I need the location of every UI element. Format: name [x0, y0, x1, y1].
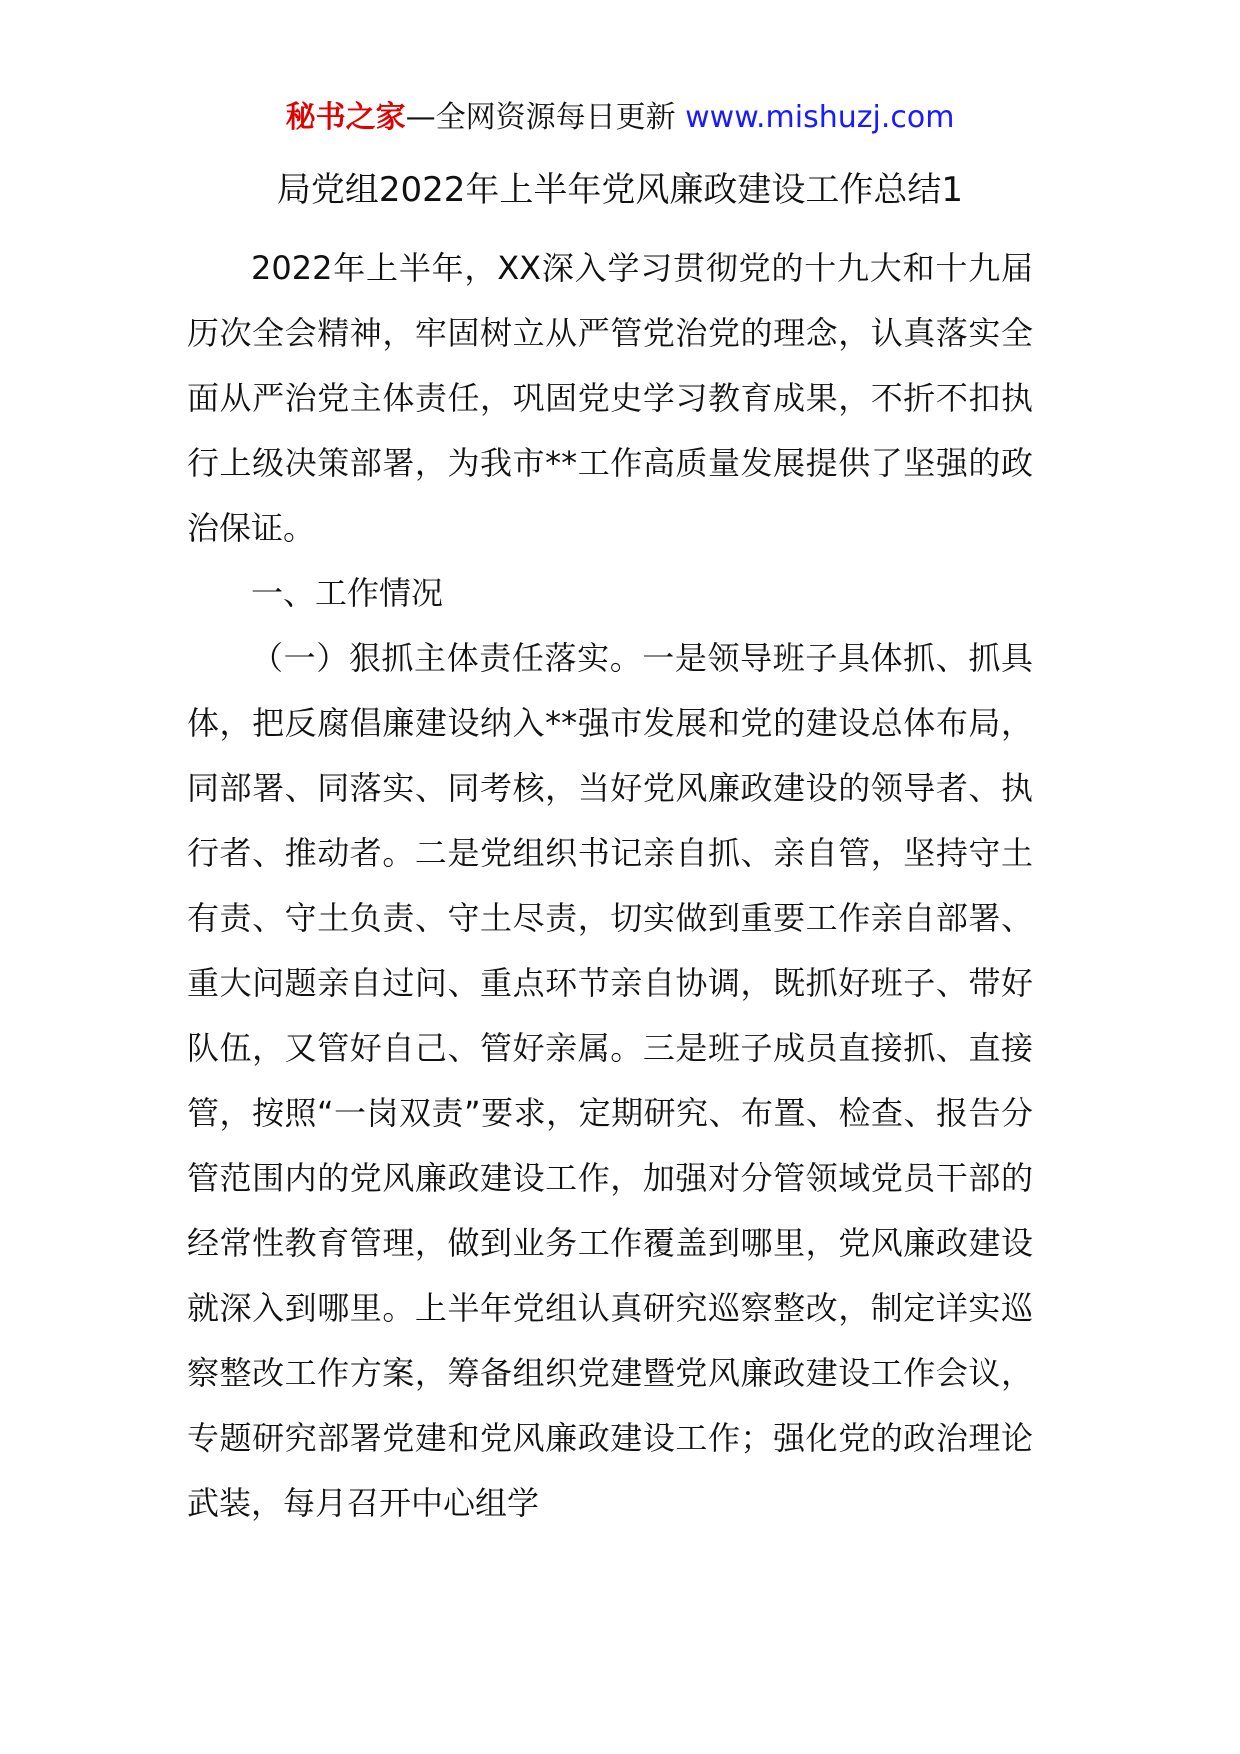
site-tagline: —全网资源每日更新: [405, 100, 686, 135]
site-brand: 秘书之家: [285, 100, 406, 135]
body-paragraph: （一）狠抓主体责任落实。一是领导班子具体抓、抓具体，把反腐倡廉建设纳入**强市发展和党的建设总体布局，同部署、同落实、同考核，当好党风廉政建设的领导者、执行者、推动者。二是党组织书记亲自抓、亲自管，坚持守土有责、守土负责、守土尽责，切实做到重要工作亲自部署、重大问题亲自过问、重点环节亲自协调，既抓好班子、带好队伍，又管好自己、管好亲属。三是班子成员直接抓、直接管，按照“一岗双责”要求，定期研究、布置、检查、报告分管范围内的党风廉政建设工作，加强对分管领域党员干部的经常性教育管理，做到业务工作覆盖到哪里，党风廉政建设就深入到哪里。上半年党组认真研究巡察整改，制定详实巡察整改工作方案，筹备组织党建暨党风廉政建设工作会议，专题研究部署党建和党风廉政建设工作；强化党的政治理论武装，每月召开中心组学: [187, 639, 1033, 1522]
document-body: [187, 236, 1033, 1536]
document-title: 局党组2022年上半年党风廉政建设工作总结1: [276, 170, 964, 210]
site-banner: [0, 96, 1240, 140]
section-heading: 一、工作情况: [251, 574, 444, 612]
intro-paragraph: 2022年上半年，XX深入学习贯彻党的十九大和十九届历次全会精神，牢固树立从严管党治党的理念，认真落实全面从严治党主体责任，巩固党史学习教育成果，不折不扣执行上级决策部署，为我市**工作高质量发展提供了坚强的政治保证。: [187, 249, 1033, 547]
site-url-link[interactable]: www.mishuzj.com: [685, 100, 955, 135]
